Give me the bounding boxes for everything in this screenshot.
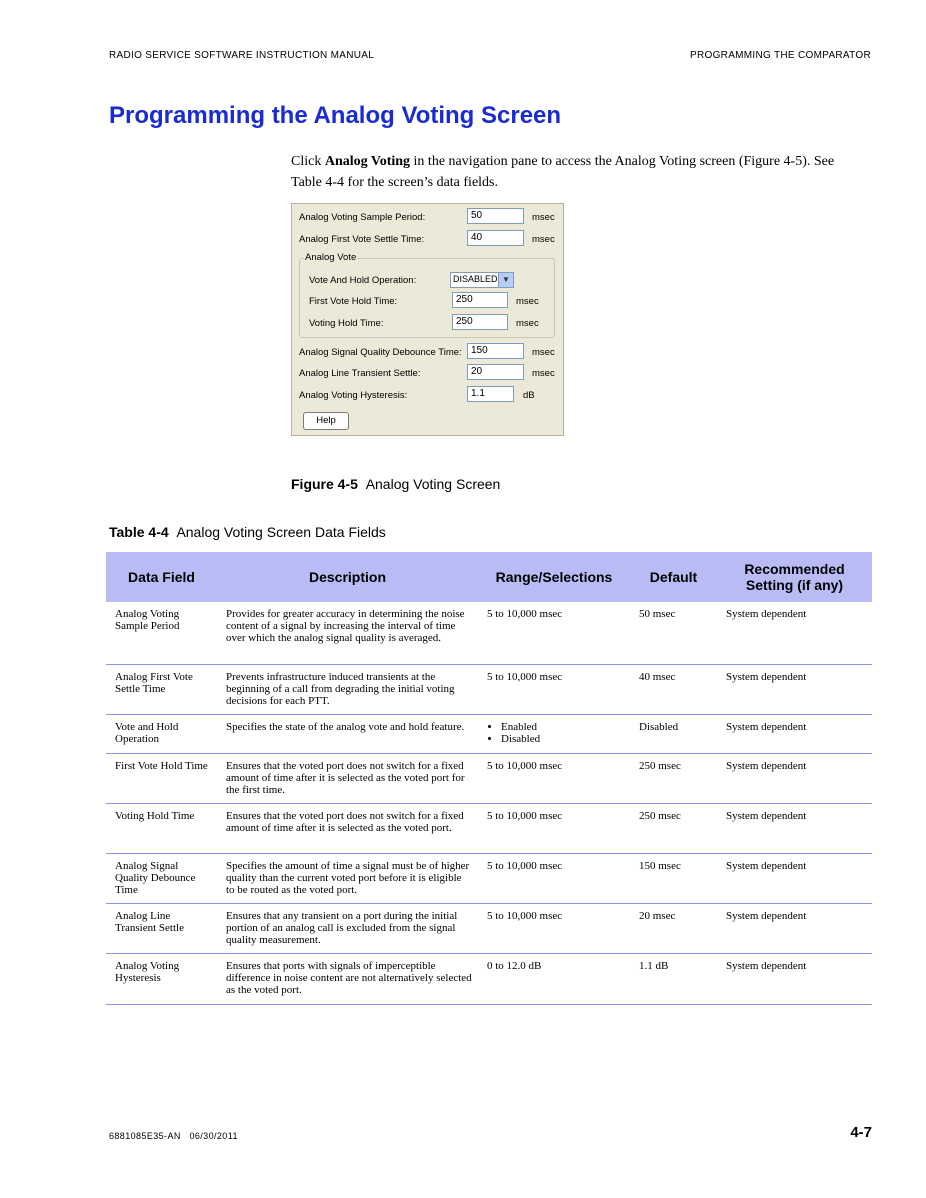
figure-caption [291,476,500,492]
debounce-unit: msec [532,347,555,358]
intro-paragraph [291,151,866,193]
figure-number: Figure 4-5 [291,476,358,492]
section-title: Programming the Analog Voting Screen [109,102,562,129]
line-transient-field[interactable]: 20 [467,364,524,380]
first-vote-settle-unit: msec [532,234,555,245]
table-caption [109,524,386,540]
cell-description: Specifies the state of the analog vote and hold feature. [217,714,478,753]
cell-range [478,714,630,753]
table-row [106,602,872,664]
page-number: 4-7 [850,1124,872,1141]
first-vote-settle-label: Analog First Vote Settle Time: [299,234,425,245]
cell-recommended: System dependent [717,602,872,664]
cell-range: 0 to 12.0 dB [478,953,630,1004]
cell-recommended: System dependent [717,803,872,853]
cell-description: Prevents infrastructure induced transients at the beginning of a call from degrading the initial voting decisions for each PTT. [217,664,478,714]
intro-bold: Analog Voting [324,154,411,169]
table-caption-text: Analog Voting Screen Data Fields [176,524,386,540]
footer-date: 06/30/2011 [189,1131,238,1141]
cell-field: Analog Voting Sample Period [106,602,217,664]
cell-description: Provides for greater accuracy in determining the noise content of a signal by increasing the interval of time over which the analog signal quality is averaged. [217,602,478,664]
voting-hold-label: Voting Hold Time: [309,318,384,329]
first-vote-hold-field[interactable]: 250 [452,292,508,308]
col-header-range: Range/Selections [478,552,630,602]
col-header-data-field: Data Field [106,552,217,602]
cell-recommended: System dependent [717,714,872,753]
cell-description: Ensures that ports with signals of imperceptible difference in noise content are not alternatively selected as the voted port. [217,953,478,1004]
hysteresis-unit: dB [523,390,535,401]
cell-range: 5 to 10,000 msec [478,803,630,853]
table-row [106,953,872,1004]
data-fields-table [106,552,872,1005]
intro-post: in the navigation pane to access the Analog Voting screen (Figure 4-5). See Table 4-4 for the screen’s data fields. [291,154,835,190]
cell-recommended: System dependent [717,903,872,953]
sample-period-label: Analog Voting Sample Period: [299,212,426,223]
range-option: • Disabled [501,733,624,745]
table-row [106,664,872,714]
cell-range: 5 to 10,000 msec [478,853,630,903]
footer-doc-number: 6881085E35-AN [109,1131,181,1141]
col-header-description: Description [217,552,478,602]
cell-description: Ensures that the voted port does not switch for a fixed amount of time after it is selected as the voted port for the first time. [217,753,478,803]
cell-description: Ensures that the voted port does not switch for a fixed amount of time after it is selected as the voted port. [217,803,478,853]
vote-hold-op-label: Vote And Hold Operation: [309,275,417,286]
cell-field: Analog Signal Quality Debounce Time [106,853,217,903]
col-header-recommended: Recommended Setting (if any) [717,552,872,602]
table-row [106,903,872,953]
table-row [106,753,872,803]
range-option: • Enabled [501,721,624,733]
first-vote-hold-unit: msec [516,296,539,307]
cell-default: 20 msec [630,903,717,953]
table-row [106,714,872,753]
intro-pre: Click [291,154,325,169]
cell-default: 40 msec [630,664,717,714]
voting-hold-field[interactable]: 250 [452,314,508,330]
cell-default: 50 msec [630,602,717,664]
cell-recommended: System dependent [717,853,872,903]
col-header-default: Default [630,552,717,602]
cell-range: 5 to 10,000 msec [478,753,630,803]
sample-period-field[interactable]: 50 [467,208,524,224]
analog-vote-group-title: Analog Vote [305,252,357,263]
cell-default: 250 msec [630,803,717,853]
footer-doc-info [109,1131,238,1141]
cell-description: Ensures that any transient on a port during the initial portion of an analog call is excluded from the signal quality measurement. [217,903,478,953]
voting-hold-unit: msec [516,318,539,329]
cell-range: 5 to 10,000 msec [478,903,630,953]
cell-default: 1.1 dB [630,953,717,1004]
figure-caption-text: Analog Voting Screen [365,476,501,492]
table-number: Table 4-4 [109,524,169,540]
cell-default: 150 msec [630,853,717,903]
table-row [106,803,872,853]
cell-field: Analog Line Transient Settle [106,903,217,953]
cell-recommended: System dependent [717,953,872,1004]
cell-field: Analog Voting Hysteresis [106,953,217,1004]
cell-field: Voting Hold Time [106,803,217,853]
running-header-right: PROGRAMMING THE COMPARATOR [690,50,871,61]
cell-range: 5 to 10,000 msec [478,602,630,664]
cell-recommended: System dependent [717,753,872,803]
cell-default: Disabled [630,714,717,753]
vote-hold-op-select[interactable] [450,272,514,288]
hysteresis-field[interactable]: 1.1 [467,386,514,402]
first-vote-settle-field[interactable]: 40 [467,230,524,246]
running-header-left: RADIO SERVICE SOFTWARE INSTRUCTION MANUAL [109,50,375,61]
debounce-field[interactable]: 150 [467,343,524,359]
cell-recommended: System dependent [717,664,872,714]
cell-field: First Vote Hold Time [106,753,217,803]
first-vote-hold-label: First Vote Hold Time: [309,296,398,307]
sample-period-unit: msec [532,212,555,223]
chevron-down-icon[interactable]: ▼ [498,273,513,287]
vote-hold-op-value: DISABLED [453,274,498,284]
cell-range: 5 to 10,000 msec [478,664,630,714]
line-transient-unit: msec [532,368,555,379]
cell-description: Specifies the amount of time a signal must be of higher quality than the current voted port before it is eligible to be routed as the voted port. [217,853,478,903]
analog-voting-screenshot [291,203,564,436]
debounce-label: Analog Signal Quality Debounce Time: [299,347,462,358]
cell-default: 250 msec [630,753,717,803]
help-button[interactable]: Help [303,412,349,430]
range-list [487,721,624,745]
table-header-row [106,552,872,602]
cell-field: Analog First Vote Settle Time [106,664,217,714]
table-row [106,853,872,903]
cell-field: Vote and Hold Operation [106,714,217,753]
line-transient-label: Analog Line Transient Settle: [299,368,421,379]
hysteresis-label: Analog Voting Hysteresis: [299,390,408,401]
